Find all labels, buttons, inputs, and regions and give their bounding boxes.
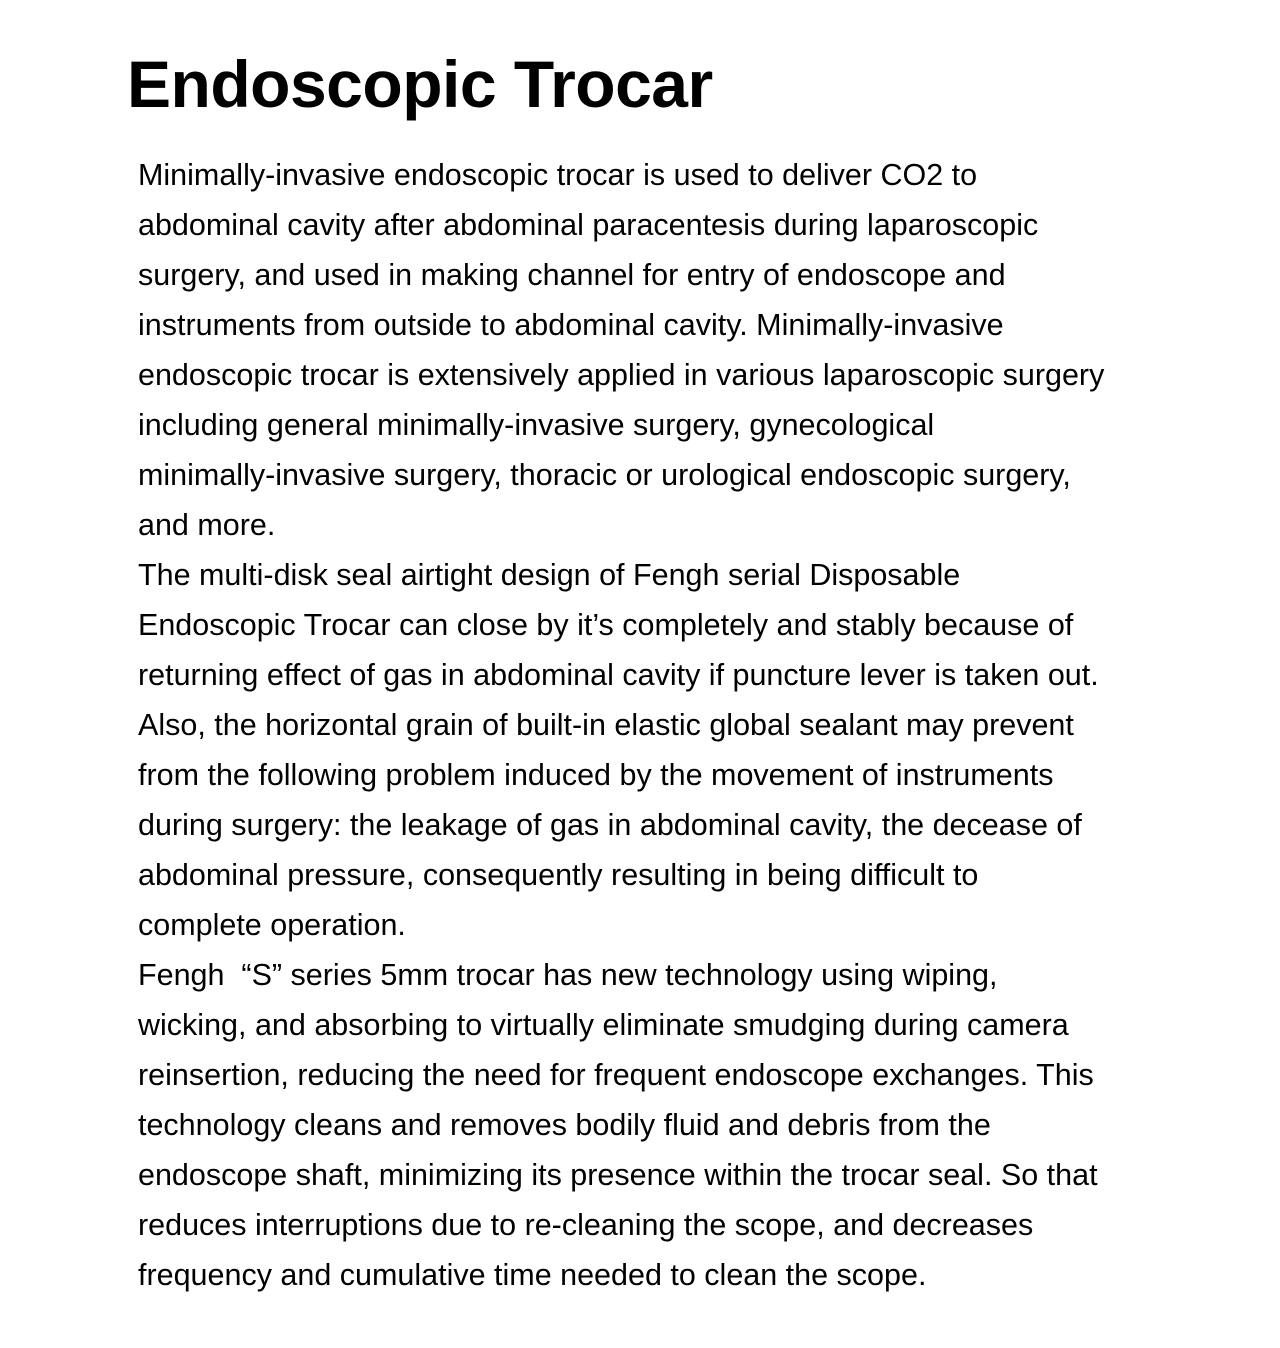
text-line: reduces interruptions due to re-cleaning the scope, and decreases: [138, 1208, 1034, 1242]
text-line: and more.: [138, 508, 276, 542]
text-line: returning effect of gas in abdominal cavity if puncture lever is taken out.: [138, 658, 1099, 692]
description-text: [138, 150, 1258, 1300]
text-line: Minimally-invasive endoscopic trocar is used to deliver CO2 to: [138, 158, 978, 192]
text-line: abdominal pressure, consequently resulting in being difficult to: [138, 858, 979, 892]
text-line: surgery, and used in making channel for entry of endoscope and: [138, 258, 1006, 292]
text-line: endoscope shaft, minimizing its presence within the trocar seal. So that: [138, 1158, 1098, 1192]
text-line: Endoscopic Trocar can close by it’s completely and stably because of: [138, 608, 1074, 642]
text-line: reinsertion, reducing the need for frequent endoscope exchanges. This: [138, 1058, 1094, 1092]
text-line: frequency and cumulative time needed to clean the scope.: [138, 1258, 927, 1292]
text-line: endoscopic trocar is extensively applied in various laparoscopic surgery: [138, 358, 1105, 392]
page-title: Endoscopic Trocar: [127, 47, 713, 121]
text-line: minimally-invasive surgery, thoracic or urological endoscopic surgery,: [138, 458, 1071, 492]
text-line: from the following problem induced by the movement of instruments: [138, 758, 1054, 792]
text-line: The multi-disk seal airtight design of Fengh serial Disposable: [138, 558, 961, 592]
text-line: abdominal cavity after abdominal paracentesis during laparoscopic: [138, 208, 1039, 242]
text-line: Fengh “S” series 5mm trocar has new technology using wiping,: [138, 958, 998, 992]
text-line: instruments from outside to abdominal cavity. Minimally-invasive: [138, 308, 1004, 342]
text-line: including general minimally-invasive surgery, gynecological: [138, 408, 935, 442]
text-line: complete operation.: [138, 908, 406, 942]
text-line: technology cleans and removes bodily fluid and debris from the: [138, 1108, 991, 1142]
text-line: wicking, and absorbing to virtually eliminate smudging during camera: [138, 1008, 1069, 1042]
text-line: during surgery: the leakage of gas in abdominal cavity, the decease of: [138, 808, 1082, 842]
text-line: Also, the horizontal grain of built-in elastic global sealant may prevent: [138, 708, 1074, 742]
